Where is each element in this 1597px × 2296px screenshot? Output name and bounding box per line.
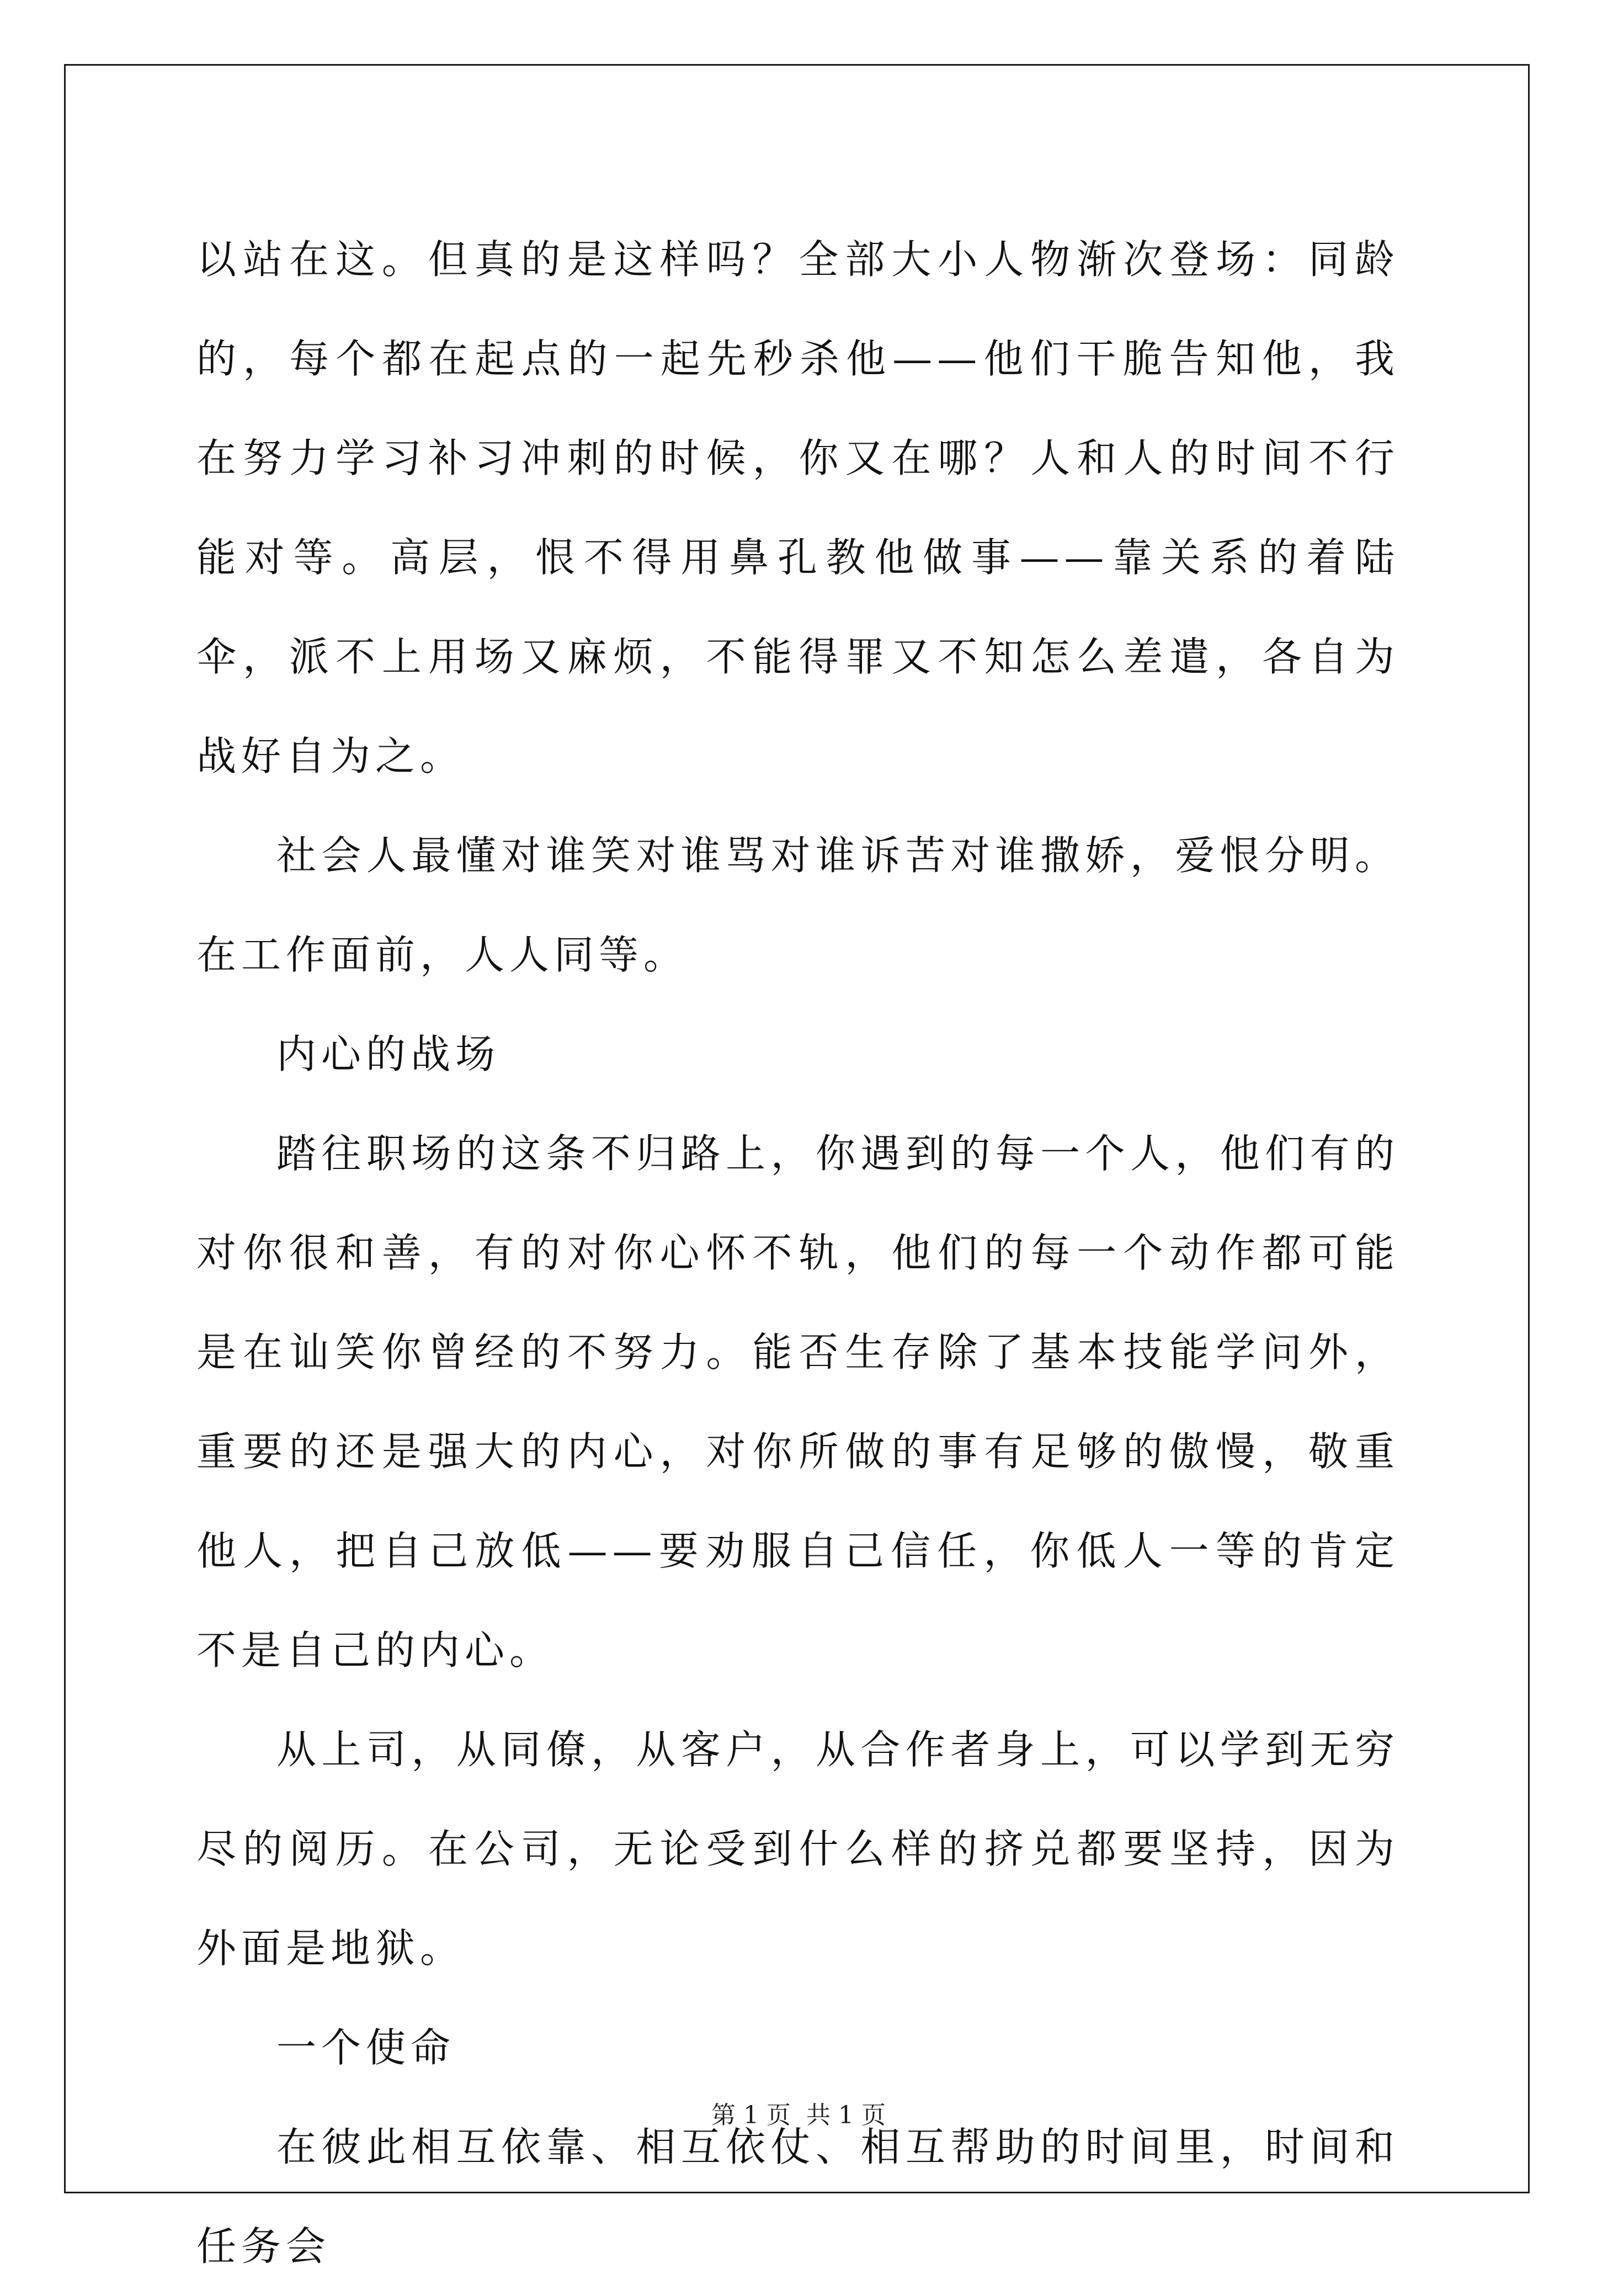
document-body: [196, 210, 1399, 2296]
paragraph: 在彼此相互依靠、相互依仗、相互帮助的时间里，时间和任务会: [196, 2124, 1399, 2270]
paragraph: 社会人最懂对谁笑对谁骂对谁诉苦对谁撒娇，爱恨分明。在工作面前，人人同等。: [196, 832, 1399, 978]
section-heading: 内心的战场: [276, 1031, 501, 1077]
paragraph: 以站在这。但真的是这样吗？全部大小人物渐次登场：同龄的，每个都在起点的一起先秒杀他——他们干脆告知他，我在努力学习补习冲刺的时候，你又在哪？人和人的时间不行能对等。高层，恨不得用鼻孔教他做事——靠关系的着陆伞，派不上用场又麻烦，不能得罪又不知怎么差遣，各自为战好自为之。: [196, 236, 1399, 779]
paragraph: 踏往职场的这条不归路上，你遇到的每一个人，他们有的对你很和善，有的对你心怀不轨，他们的每一个动作都可能是在讪笑你曾经的不努力。能否生存除了基本技能学问外，重要的还是强大的内心，对你所做的事有足够的傲慢，敬重他人，把自己放低——要劝服自己信任，你低人一等的肯定不是自己的内心。: [196, 1130, 1399, 1673]
section-heading: 一个使命: [276, 2024, 456, 2071]
paragraph: 从上司，从同僚，从客户，从合作者身上，可以学到无穷尽的阅历。在公司，无论受到什么样的挤兑都要坚持，因为外面是地狱。: [196, 1726, 1399, 1971]
page-number-label: 第 1 页 共 1 页: [711, 2101, 886, 2129]
page-footer: [0, 2099, 1597, 2132]
